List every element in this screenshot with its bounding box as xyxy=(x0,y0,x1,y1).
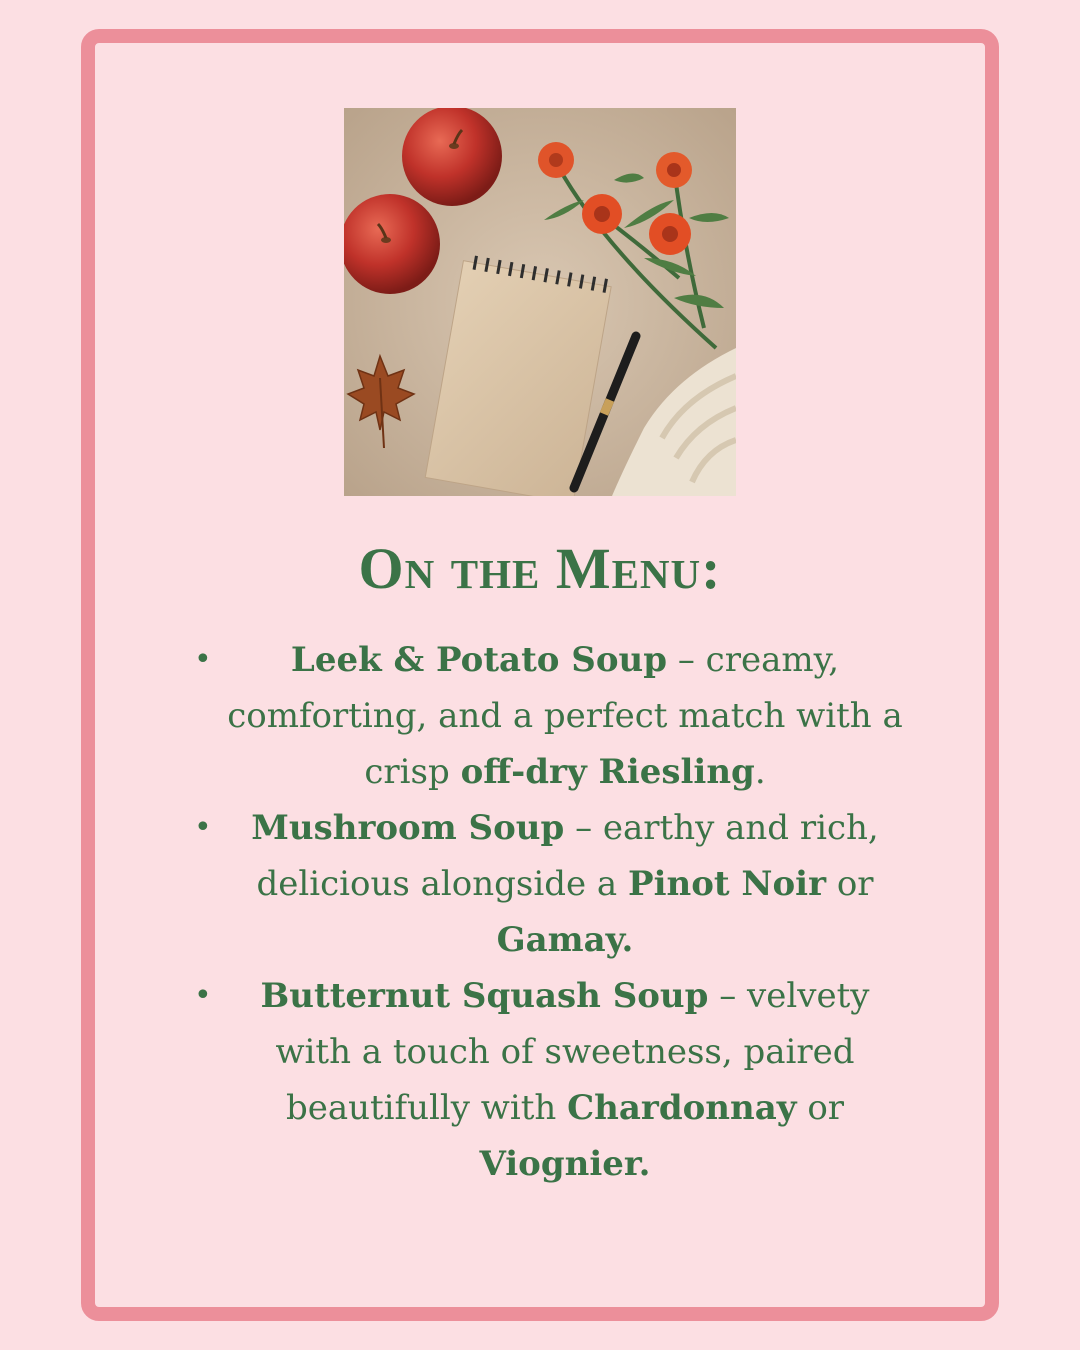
bullet-icon: • xyxy=(194,642,212,677)
dish-name: Leek & Potato Soup xyxy=(290,640,668,680)
dish-name: Mushroom Soup xyxy=(251,808,565,848)
pairing-connector: or xyxy=(796,1088,845,1128)
wine-pairing: Chardonnay xyxy=(567,1088,797,1128)
menu-item-text xyxy=(220,632,910,800)
pairing-connector: or xyxy=(826,864,874,904)
apple-icon xyxy=(402,108,502,206)
wine-pairing-alt: Gamay. xyxy=(496,920,634,960)
bullet-icon: • xyxy=(194,978,212,1013)
wine-pairing: Pinot Noir xyxy=(628,864,827,904)
dish-description: – earthy and rich, delicious alongside a xyxy=(256,808,879,904)
item-ending: . xyxy=(754,752,766,792)
menu-list xyxy=(190,632,910,1192)
dish-name: Butternut Squash Soup xyxy=(260,976,709,1016)
bullet-icon: • xyxy=(194,810,212,845)
wine-pairing-alt: Viognier. xyxy=(479,1144,651,1184)
list-item xyxy=(190,968,910,1192)
list-item xyxy=(190,632,910,800)
list-item xyxy=(190,800,910,968)
flatlay-illustration xyxy=(344,108,736,496)
menu-item-text xyxy=(220,968,910,1192)
apple-icon xyxy=(344,194,440,294)
dish-description: – velvety with a touch of sweetness, paired beautifully with xyxy=(275,976,870,1128)
wine-pairing: off-dry Riesling xyxy=(460,752,755,792)
menu-heading: On the Menu: xyxy=(358,536,722,601)
autumn-flatlay-photo xyxy=(344,108,736,496)
dish-description: – creamy, comforting, and a perfect match with a crisp xyxy=(227,640,903,792)
menu-item-text xyxy=(220,800,910,968)
